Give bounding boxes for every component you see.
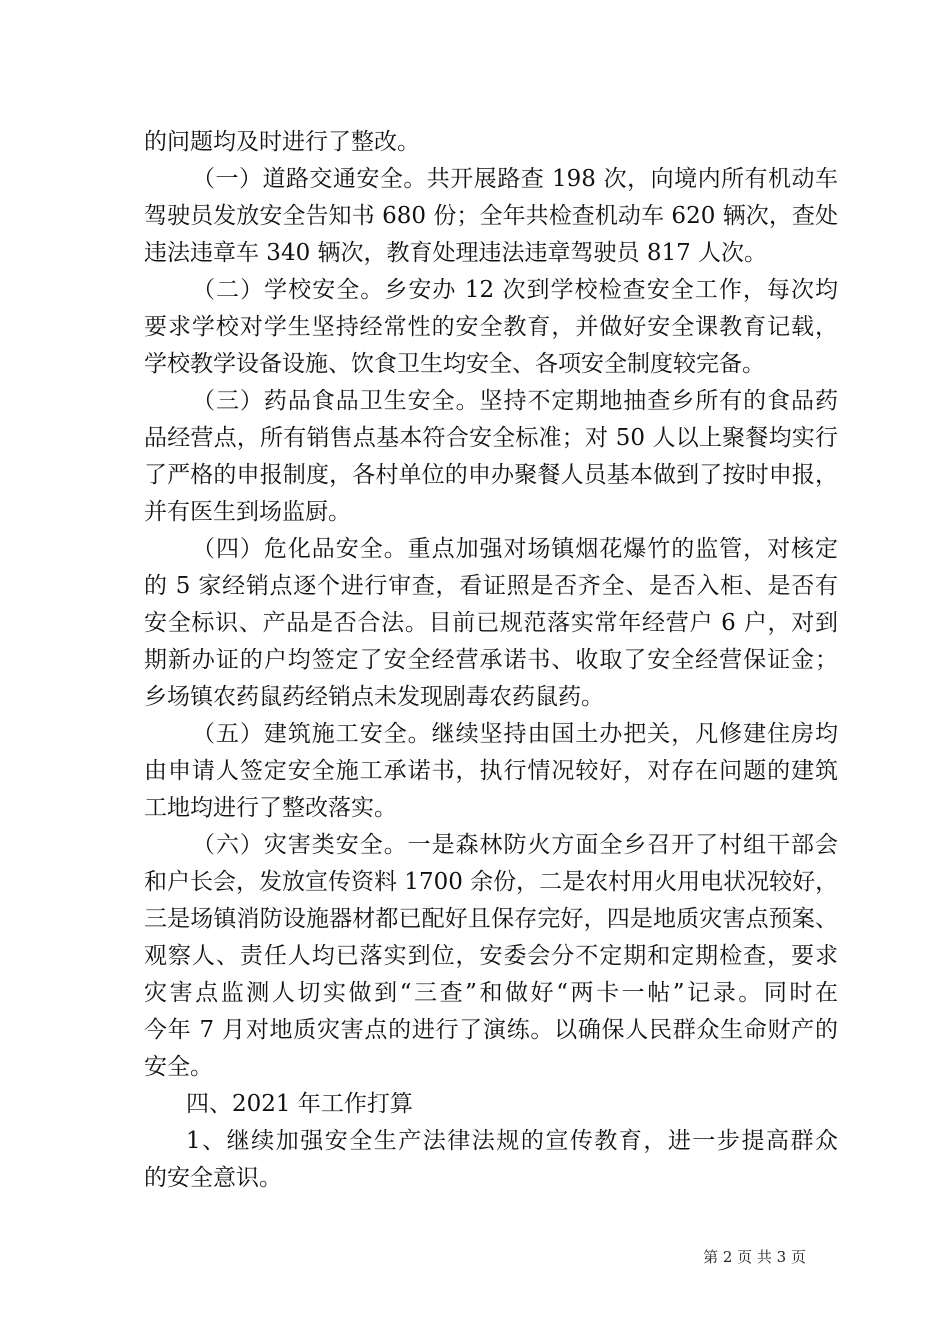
text-line: （六）灾害类安全。一是森林防火方面全乡召开了村组干部会 — [192, 832, 838, 858]
paragraph — [144, 827, 838, 1086]
text-line: 期新办证的户均签定了安全经营承诺书、收取了安全经营保证金； — [144, 647, 838, 673]
text-line: 的 5 家经销点逐个进行审查，看证照是否齐全、是否入柜、是否有 — [144, 573, 838, 599]
text-line: 安全标识、产品是否合法。目前已规范落实常年经营户 6 户，对到 — [144, 610, 838, 636]
text-line: （三）药品食品卫生安全。坚持不定期地抽查乡所有的食品药 — [192, 388, 838, 414]
text-line: 灾害点监测人切实做到“三查”和做好“两卡一帖”记录。同时在 — [144, 980, 838, 1006]
text-line: 要求学校对学生坚持经常性的安全教育，并做好安全课教育记载， — [144, 314, 838, 340]
text-line: 今年 7 月对地质灾害点的进行了演练。以确保人民群众生命财产的 — [144, 1017, 838, 1043]
paragraph — [144, 1123, 838, 1197]
text-line: 和户长会，发放宣传资料 1700 余份，二是农村用火用电状况较好， — [144, 869, 838, 895]
text-line: 了严格的申报制度，各村单位的申办聚餐人员基本做到了按时申报， — [144, 462, 838, 488]
paragraph — [144, 531, 838, 716]
text-line: （五）建筑施工安全。继续坚持由国土办把关，凡修建住房均 — [192, 721, 838, 747]
text-line: （一）道路交通安全。共开展路查 198 次，向境内所有机动车 — [192, 166, 838, 192]
text-line: 乡场镇农药鼠药经销点未发现剧毒农药鼠药。 — [144, 684, 604, 710]
paragraph — [144, 716, 838, 827]
text-line: 由申请人签定安全施工承诺书，执行情况较好，对存在问题的建筑 — [144, 758, 838, 784]
paragraph — [144, 272, 838, 383]
text-line: 违法违章车 340 辆次，教育处理违法违章驾驶员 817 人次。 — [144, 240, 768, 266]
text-line: 品经营点，所有销售点基本符合安全标准；对 50 人以上聚餐均实行 — [144, 425, 838, 451]
text-line: 工地均进行了整改落实。 — [144, 795, 397, 821]
text-line: 学校教学设备设施、饮食卫生均安全、各项安全制度较完备。 — [144, 351, 765, 377]
text-line: 1、继续加强安全生产法律法规的宣传教育，进一步提高群众 — [186, 1128, 838, 1154]
text-line: 的安全意识。 — [144, 1165, 282, 1191]
paragraph — [144, 383, 838, 531]
text-line: 观察人、责任人均已落实到位，安委会分不定期和定期检查，要求 — [144, 943, 838, 969]
paragraph — [144, 1086, 838, 1123]
text-line: 并有医生到场监厨。 — [144, 499, 351, 525]
paragraph — [144, 161, 838, 272]
text-line: 安全。 — [144, 1054, 213, 1080]
text-line: 的问题均及时进行了整改。 — [144, 129, 420, 155]
document-body — [144, 124, 838, 1197]
text-line: 四、2021 年工作打算 — [186, 1091, 413, 1117]
text-line: 三是场镇消防设施器材都已配好且保存完好，四是地质灾害点预案、 — [144, 906, 838, 932]
text-line: （四）危化品安全。重点加强对场镇烟花爆竹的监管，对核定 — [192, 536, 838, 562]
paragraph — [144, 124, 838, 161]
page-number: 第 2 页 共 3 页 — [703, 1248, 806, 1266]
text-line: 驾驶员发放安全告知书 680 份；全年共检查机动车 620 辆次，查处 — [144, 203, 838, 229]
text-line: （二）学校安全。乡安办 12 次到学校检查安全工作，每次均 — [192, 277, 838, 303]
